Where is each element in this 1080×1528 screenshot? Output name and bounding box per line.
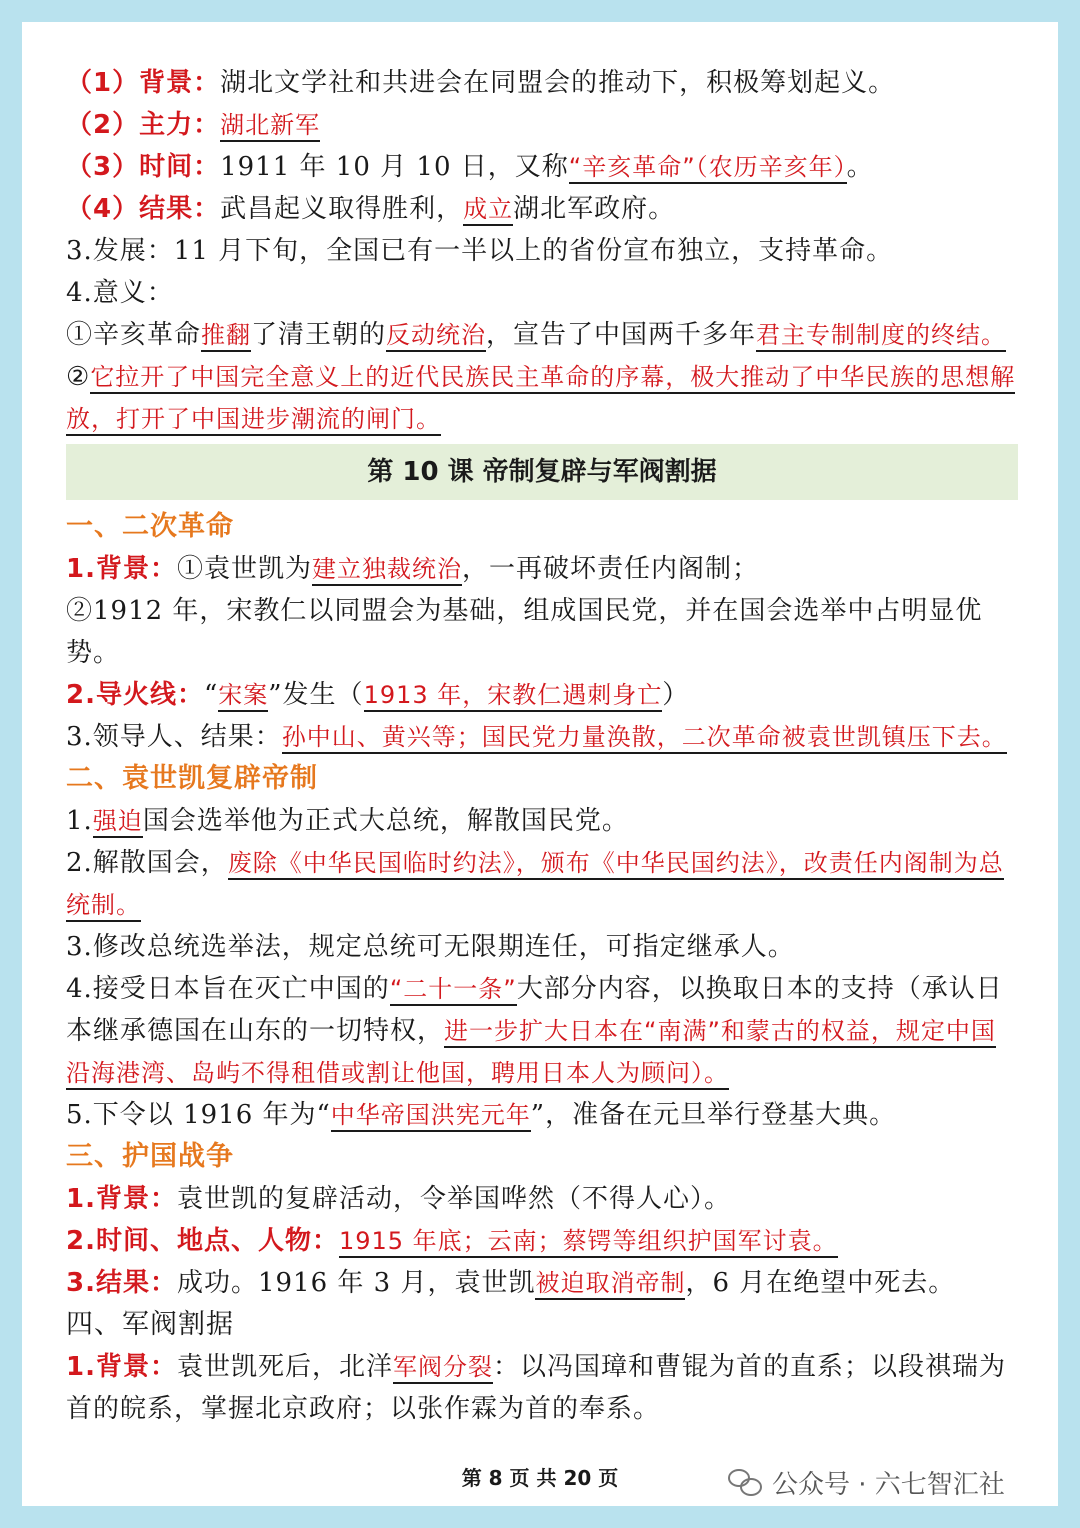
label: 1.背景：	[66, 1352, 177, 1382]
answer: 进一步扩大日本在“南满”和蒙古的权益，规定中国沿海港湾、岛屿不得租借或割让他国，聘用日本人为顾问）。	[66, 1017, 996, 1090]
text2: 湖北军政府。	[513, 194, 676, 224]
main-force-line	[66, 104, 1018, 146]
answer: 反动统治	[386, 321, 486, 352]
s1-background	[66, 548, 1018, 590]
background-line	[66, 62, 1018, 104]
s3-background	[66, 1178, 1018, 1220]
section-heading: 三、护国战争	[66, 1141, 234, 1172]
significance-1	[66, 314, 1018, 356]
development-line: 3.发展：11 月下旬，全国已有一半以上的省份宣布独立，支持革命。	[66, 236, 894, 266]
label: 1.背景：	[66, 554, 177, 584]
answer: 废除《中华民国临时约法》，颁布《中华民国约法》，改责任内阁制为总统制。	[66, 849, 1004, 922]
text: 2.解散国会，	[66, 848, 228, 878]
result-line	[66, 188, 1018, 230]
text: 袁世凯死后，北洋	[176, 1352, 393, 1382]
answer: 中华帝国洪宪元年	[331, 1101, 531, 1132]
text: 湖北文学社和共进会在同盟会的推动下，积极筹划起义。	[220, 68, 896, 98]
label: 2.导火线：	[66, 680, 204, 710]
s3-result	[66, 1262, 1018, 1304]
label: （4）结果：	[66, 194, 221, 224]
answer: 建立独裁统治	[312, 555, 462, 586]
label: （2）主力：	[66, 110, 221, 140]
answer: 1915 年底；云南；蔡锷等组织护国军讨袁。	[339, 1227, 838, 1258]
s2-item-2	[66, 842, 1018, 926]
section-heading: 二、袁世凯复辟帝制	[66, 763, 318, 794]
text: 国会选举他为正式大总统，解散国民党。	[142, 806, 629, 836]
answer: 成立	[463, 195, 513, 226]
s2-item-4	[66, 968, 1018, 1094]
label: 2.时间、地点、人物：	[66, 1226, 339, 1256]
section-heading: 四、军阀割据	[66, 1309, 234, 1340]
answer: “二十一条”	[390, 975, 517, 1006]
answer: 它拉开了中国完全意义上的近代民族民主革命的序幕，极大推动了中华民族的思想解放，打开了中国进步潮流的闸门。	[66, 363, 1015, 436]
significance-heading: 4.意义：	[66, 278, 174, 308]
text: ”发生（	[268, 680, 364, 710]
document-body	[66, 62, 1018, 1430]
answer: 孙中山、黄兴等；国民党力量涣散，二次革命被袁世凯镇压下去。	[282, 723, 1007, 754]
watermark-text: 公众号 · 六七智汇社	[772, 1469, 1005, 1500]
text: 大部分内容，以换取日本的支持（承认日本继承德国在山东的一切特权，	[66, 974, 1003, 1046]
text: ：以冯国璋和曹锟为首的直系；以段祺瑞为首的皖系，掌握北京政府；以张作霖为首的奉系。	[66, 1352, 1006, 1424]
text: ，6 月在绝望中死去。	[685, 1268, 956, 1298]
page-number: 第 8 页 共 20 页	[461, 1466, 619, 1490]
text: ②	[66, 362, 91, 392]
text: 1911 年 10 月 10 日，又称	[220, 152, 569, 182]
section-heading: 一、二次革命	[66, 511, 234, 542]
lesson-title: 第 10 课 帝制复辟与军阀割据	[66, 444, 1018, 500]
answer: 1913 年，宋教仁遇刺身亡	[364, 681, 663, 712]
text: ）	[662, 680, 690, 710]
text: ，宣告了中国两千多年	[486, 320, 757, 350]
wechat-icon	[728, 1469, 762, 1495]
text: ①袁世凯为	[176, 554, 312, 584]
answer: 军阀分裂	[393, 1353, 493, 1384]
label: 3.结果：	[66, 1268, 177, 1298]
label: （3）时间：	[66, 152, 221, 182]
watermark	[728, 1462, 1005, 1502]
text: 5.下令以 1916 年为“	[66, 1100, 331, 1130]
s1-background-2: ②1912 年，宋教仁以同盟会为基础，组成国民党，并在国会选举中占明显优势。	[66, 596, 983, 668]
s4-background	[66, 1346, 1018, 1430]
answer: 宋案	[218, 681, 268, 712]
text: 成功。1916 年 3 月，袁世凯	[176, 1268, 536, 1298]
text: 4.接受日本旨在灭亡中国的	[66, 974, 390, 1004]
s1-trigger	[66, 674, 1018, 716]
answer: “辛亥革命”（农历辛亥年）	[569, 153, 847, 184]
s2-item-1	[66, 800, 1018, 842]
text: 3.领导人、结果：	[66, 722, 282, 752]
answer: 湖北新军	[220, 111, 320, 142]
text: “	[203, 680, 219, 710]
s2-item-3: 3.修改总统选举法，规定总统可无限期连任，可指定继承人。	[66, 932, 795, 962]
s2-item-5	[66, 1094, 1018, 1136]
significance-2	[66, 356, 1018, 440]
answer: 被迫取消帝制	[535, 1269, 685, 1300]
text: 了清王朝的	[251, 320, 387, 350]
text: 1.	[66, 806, 93, 836]
s3-time-place	[66, 1220, 1018, 1262]
label: （1）背景：	[66, 68, 221, 98]
text: ①辛亥革命	[66, 320, 202, 350]
answer: 君主专制制度的终结。	[756, 321, 1006, 352]
text-end: 。	[846, 152, 874, 182]
answer: 推翻	[201, 321, 251, 352]
text: 武昌起义取得胜利，	[220, 194, 464, 224]
s1-leaders	[66, 716, 1018, 758]
text: ”，准备在元旦举行登基大典。	[530, 1100, 897, 1130]
time-line	[66, 146, 1018, 188]
text: 袁世凯的复辟活动，令举国哗然（不得人心）。	[176, 1184, 731, 1214]
label: 1.背景：	[66, 1184, 177, 1214]
text: ，一再破坏责任内阁制；	[461, 554, 759, 584]
answer: 强迫	[93, 807, 143, 838]
